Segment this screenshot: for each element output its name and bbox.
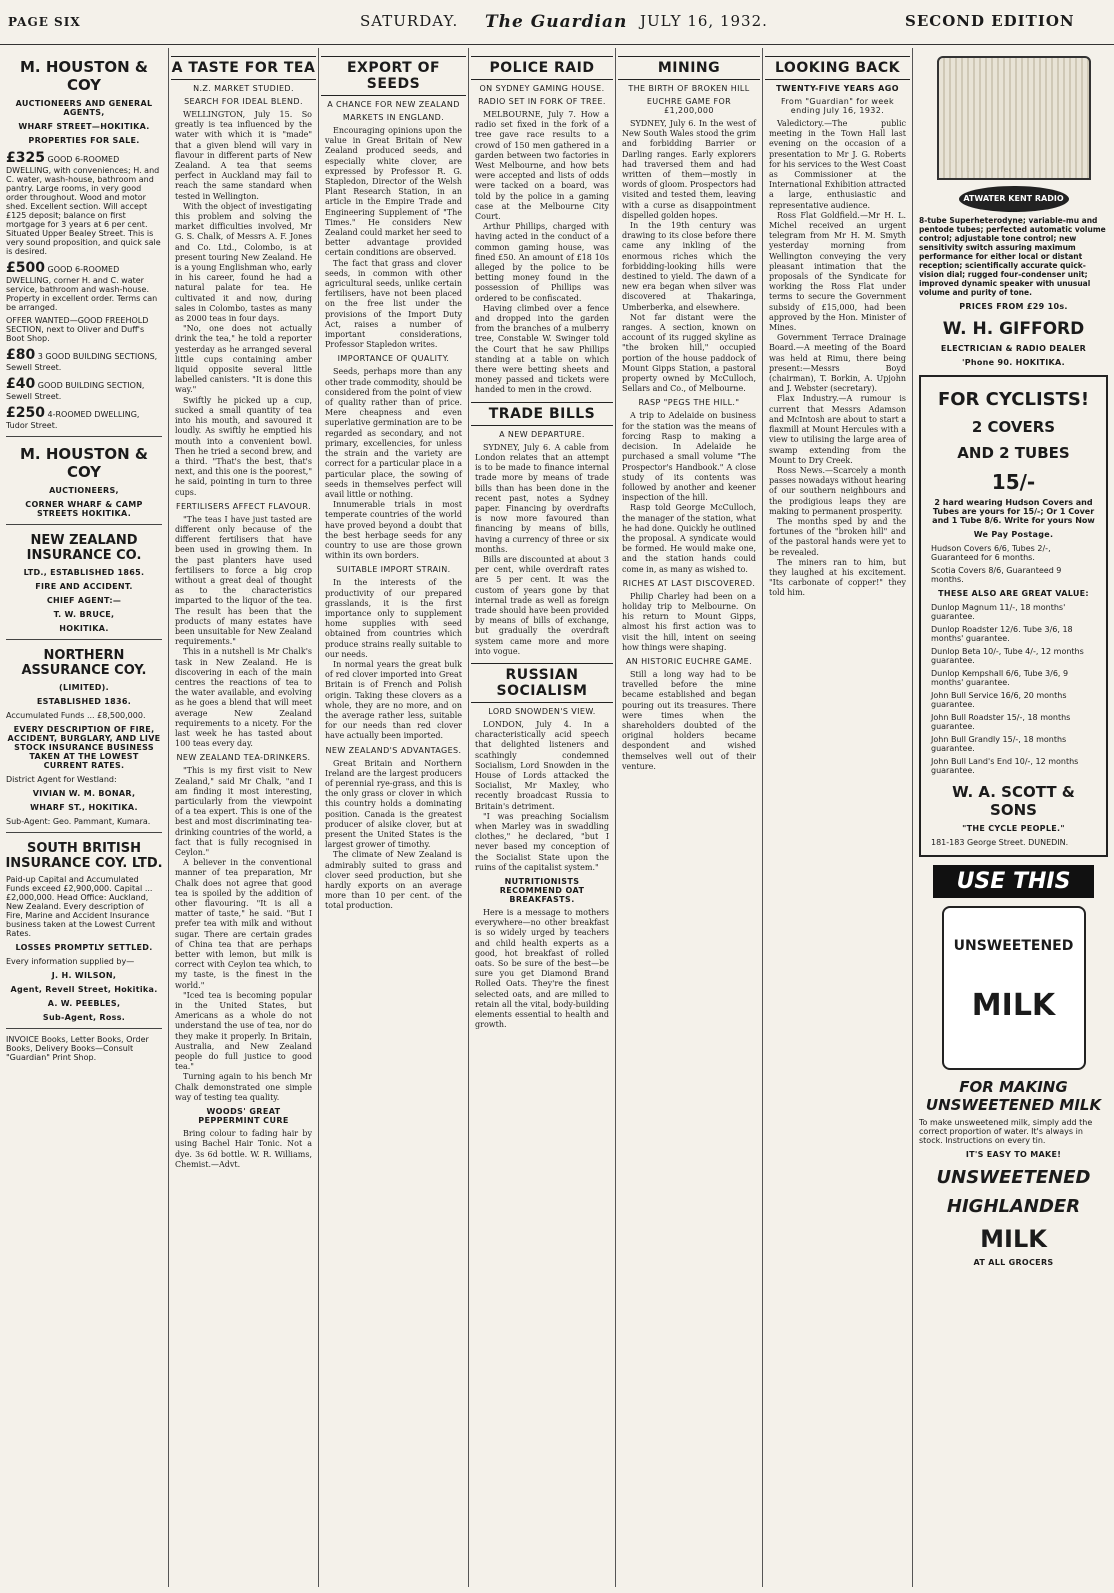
paragraph: Turning again to his bench Mr Chalk demonstrated one simple way of testing tea quality. bbox=[175, 1072, 312, 1102]
insurance-company-name: NEW ZEALAND INSURANCE CO. bbox=[26, 533, 142, 563]
insurance-funds: Accumulated Funds ... £8,500,000. bbox=[6, 711, 146, 720]
insurance-established: LTD., ESTABLISHED 1865. bbox=[23, 568, 145, 577]
property-ad bbox=[6, 405, 162, 430]
article-subheading: LORD SNOWDEN'S VIEW. bbox=[488, 706, 596, 716]
tyre-price-line: Dunlop Magnum 11/-, 18 months' guarantee. bbox=[931, 603, 1066, 621]
insurance-agent-address: Sub-Agent, Ross. bbox=[42, 1013, 126, 1022]
section-heading: RASP "PEGS THE HILL." bbox=[638, 398, 740, 408]
article-body bbox=[325, 367, 462, 561]
tyre-price-line: John Bull Service 16/6, 20 months guarantee. bbox=[931, 691, 1067, 709]
paragraph: LONDON, July 4. In a characteristically acid speech that delighted listeners and scathingly condemned Socialism, Lord Snowden in the House of Lords attacked the Socialist, Mr Maxley, who recently broadcast Russia to Britain's detriment. bbox=[475, 719, 609, 811]
insurance-agent-address: WHARF ST., HOKITIKA. bbox=[30, 803, 138, 812]
cyclist-ad-price: 15/- bbox=[991, 470, 1036, 494]
print-shop-ad: INVOICE Books, Letter Books, Order Books, Delivery Books—Consult "Guardian" Print Shop. bbox=[6, 1035, 149, 1062]
section-heading: NEW ZEALAND'S ADVANTAGES. bbox=[325, 745, 462, 755]
milk-brand-line2: HIGHLANDER bbox=[946, 1196, 1081, 1217]
paragraph: This in a nutshell is Mr Chalk's task in New Zealand. He is discovering in each of the main centres the reactions of tea to the water available, and evolving as he goes a blend that will meet average New Zealand requirements to a nicety. For the last week he has tasted about 100 teas every day. bbox=[175, 647, 312, 749]
insurance-chief-agent-label: CHIEF AGENT:— bbox=[46, 596, 122, 605]
cycle-dealer-address: 181-183 George Street. DUNEDIN. bbox=[931, 838, 1069, 847]
cyclist-ad-tubes: AND 2 TUBES bbox=[957, 444, 1070, 462]
ad-firm-role: AUCTIONEERS, bbox=[49, 486, 119, 495]
masthead-day: SATURDAY. bbox=[360, 12, 459, 30]
article-subheading: EUCHRE GAME FOR £1,200,000 bbox=[646, 97, 732, 115]
insurance-type: FIRE AND ACCIDENT. bbox=[35, 582, 133, 591]
ad-firm-role: AUCTIONEERS AND GENERAL AGENTS, bbox=[15, 99, 153, 117]
property-price: £80 bbox=[6, 347, 36, 363]
paragraph: "No, one does not actually drink the tea," he told a reporter yesterday as he arranged several little cups containing amber liquid opposite several little labelled canisters. "It is done this way." bbox=[175, 324, 312, 395]
section-heading: SUITABLE IMPORT STRAIN. bbox=[336, 565, 451, 575]
property-price: £250 bbox=[6, 405, 45, 421]
property-ad: OFFER WANTED—GOOD FREEHOLD SECTION, next to Oliver and Duff's Boot Shop. bbox=[6, 316, 149, 343]
insurance-sub-agent: Sub-Agent: Geo. Pammant, Kumara. bbox=[6, 817, 151, 826]
insurance-limited: (LIMITED). bbox=[59, 683, 109, 692]
paragraph: In normal years the great bulk of red clover imported into Great Britain is of French and Polish origin. Taking these clovers as a whole, they are no more, and on the average rather less, suitable for our needs than red clover have actually been imported. bbox=[325, 659, 462, 741]
insurance-losses: LOSSES PROMPTLY SETTLED. bbox=[15, 943, 153, 952]
paragraph: Rasp told George McCulloch, the manager of the station, what he had done. Quickly he outlined the proposal. A syndicate would be formed. He would make one, and the station hands could come in, as many as wished to. bbox=[622, 503, 756, 574]
property-price: £325 bbox=[6, 150, 45, 166]
paragraph: Philip Charley had been on a holiday trip to Melbourne. On his return to Mount Gipps, almost his first action was to visit the hill, intent on seeing how things were shaping. bbox=[622, 591, 756, 652]
section-heading: AN HISTORIC EUCHRE GAME. bbox=[625, 656, 753, 666]
section-heading: FERTILISERS AFFECT FLAVOUR. bbox=[175, 501, 312, 511]
paragraph: Swiftly he picked up a cup, sucked a small quantity of tea into his mouth, and savoured it loudly. As swiftly he emptied his mouth into a convenient bowl. Then he tried a second brew, and a third. "That's the best, that's next, and this one is the poorest," he said, pointing in turn to three cups. bbox=[175, 395, 312, 497]
article-subheading: ON SYDNEY GAMING HOUSE. bbox=[479, 84, 605, 93]
article-subheading: RADIO SET IN FORK OF TREE. bbox=[478, 97, 606, 106]
paragraph: Innumerable trials in most temperate countries of the world have proved beyond a doubt that the best herbage seeds for any country to use are those grown within its own borders. bbox=[325, 500, 462, 561]
tyre-price-line: John Bull Land's End 10/-, 12 months guarantee. bbox=[931, 757, 1079, 775]
column-advertisements bbox=[0, 50, 168, 1593]
article-body bbox=[622, 411, 756, 574]
article-headline: RUSSIAN SOCIALISM bbox=[471, 663, 613, 703]
article-body bbox=[622, 592, 756, 653]
masthead-date: JULY 16, 1932. bbox=[640, 12, 768, 30]
insurance-description: EVERY DESCRIPTION OF FIRE, ACCIDENT, BURGLARY, AND LIVE STOCK INSURANCE BUSINESS TAKEN AT THE LOWEST CURRENT RATES. bbox=[7, 725, 161, 770]
article-body bbox=[475, 443, 609, 657]
paragraph: A trip to Adelaide on business for the station was the means of forcing Rasp to making a decision. In Adelaide he purchased a small volume "The Prospector's Handbook." A close study of its contents was followed by another and keener inspection of the hill. bbox=[622, 411, 756, 503]
insurance-capital: Paid-up Capital and Accumulated Funds exceed £2,900,000. Capital ... £2,000,000. Head Office: Auckland, New Zealand. Every description of Fire, Marine and Accident Insurance business taken at the Lowest Current Rates. bbox=[6, 875, 156, 938]
article-body bbox=[325, 578, 462, 741]
article-subheading: N.Z. MARKET STUDIED. bbox=[193, 84, 294, 93]
paragraph: The miners ran to him, but they laughed at his excitement. "Its carbonate of copper!" they told him. bbox=[769, 557, 906, 598]
insurance-agent-name: A. W. PEEBLES, bbox=[47, 999, 121, 1008]
page-number: PAGE SIX bbox=[8, 15, 81, 29]
paragraph: Flax Industry.—A rumour is current that Messrs Adamson and McIntosh are about to start a flaxmill at Mount Hercules with a view to utilising the large area of swamp extending from the Mount to Dry Creek. bbox=[769, 394, 906, 465]
milk-ad-subheading: FOR MAKING UNSWEETENED MILK bbox=[925, 1078, 1102, 1114]
insurance-district-label: District Agent for Westland: bbox=[6, 775, 117, 784]
paragraph: Having climbed over a fence and dropped into the garden from the branches of a mulberry tree, Constable W. Swinger told the Court that he saw Phillips standing at a table on which there were betting sheets and money passed and tickets were handed to men in the crowd. bbox=[475, 303, 609, 395]
milk-ad-headline: USE THIS bbox=[933, 865, 1094, 898]
paragraph: "The teas I have just tasted are different only because of the different fertilisers that have been used in growing them. In the past planters have used fertilisers to force a big crop without a great deal of thought as to the characteristics imparted to the liquor of the tea. The result has been that the products of many estates have been unsuitable for New Zealand requirements." bbox=[175, 514, 312, 647]
divider bbox=[6, 639, 162, 640]
radio-brand-badge: ATWATER KENT RADIO bbox=[959, 186, 1069, 212]
paragraph: Valedictory.—The public meeting in the Town Hall last evening on the occasion of a presentation to Mr J. G. Roberts for his services to the West Coast as Commissioner at the International Exhibition attracted a large, enthusiastic and representative audience. bbox=[769, 119, 906, 210]
article-body bbox=[175, 110, 312, 498]
paragraph: A believer in the conventional manner of tea preparation, Mr Chalk does not agree that good tea is spoiled by the addition of other flavouring. "It is all a matter of taste," he said. "But I prefer tea with milk and without sugar. There are certain grades of China tea that are perhaps better with lemon, but milk is correct with Ceylon tea which, to my taste, is the finest in the world." bbox=[175, 858, 312, 990]
article-subheading: TWENTY-FIVE YEARS AGO bbox=[776, 84, 899, 93]
milk-can-illustration bbox=[942, 906, 1086, 1070]
paragraph: SYDNEY, July 6. A cable from London relates that an attempt is to be made to finance internal trade more by means of trade bills than has been done in the recent past, notes a Sydney paper. Financing by overdrafts is now more favoured than financing by means of bills, having a currency of three or six months. bbox=[475, 442, 609, 554]
insurance-info-label: Every information supplied by— bbox=[6, 957, 135, 966]
divider bbox=[6, 1028, 162, 1029]
article-body bbox=[175, 766, 312, 1103]
property-text: GOOD 6-ROOMED DWELLING, with conveniences; H. and C. water, wash-house, bathroom and pantry. Large rooms, in very good order throughout. Wood and motor shed. Excellent section. Will accept £125 deposit; balance on first mortgage for 3 years at 6 per cent. Situated Upper Bealey Street. This is very sound proposition, and quick sale is desired. bbox=[6, 155, 161, 256]
milk-brand-line3: MILK bbox=[980, 1225, 1047, 1253]
insurance-agent-town: HOKITIKA. bbox=[59, 624, 109, 633]
ad-firm-address: CORNER WHARF & CAMP STREETS HOKITIKA. bbox=[25, 500, 143, 518]
column-export-of-seeds bbox=[319, 50, 468, 1593]
ad-firm-name: M. HOUSTON & COY bbox=[20, 445, 148, 481]
property-text: GOOD 6-ROOMED DWELLING, corner H. and C. water service, bathroom and wash-house. Property in excellent order. Terms can be arranged. bbox=[6, 265, 158, 312]
tyre-price-line: Scotia Covers 8/6, Guaranteed 9 months. bbox=[931, 566, 1062, 584]
milk-can-label-milk: MILK bbox=[971, 988, 1056, 1023]
paragraph: MELBOURNE, July 7. How a radio set fixed in the fork of a tree gave race results to a crowd of 150 men gathered in a garden between two factories in West Melbourne, and how bets were accepted and lists of odds were tacked on a board, was told by the police in a gaming case at the Melbourne City Court. bbox=[475, 110, 609, 222]
paragraph: Arthur Phillips, charged with having acted in the conduct of a common gaming house, was fined £50. An amount of £18 10s alleged by the police to be betting money found in the possession of Phillips was ordered to be confiscated. bbox=[475, 222, 609, 303]
dealer-phone: 'Phone 90. bbox=[961, 358, 1013, 367]
insurance-agent-name: T. W. BRUCE, bbox=[53, 610, 115, 619]
advert-text bbox=[175, 1129, 312, 1170]
section-heading: RICHES AT LAST DISCOVERED. bbox=[622, 578, 756, 588]
paragraph: Government Terrace Drainage Board.—A meeting of the Board was held at Rimu, there being present:—Messrs Boyd (chairman), T. Borkin, A. Upjohn and J. Webster (secretary). bbox=[769, 333, 906, 394]
paragraph: Bills are discounted at about 3 per cent, while overdraft rates are 5 per cent. It was the custom of years gone by that internal trade as well as foreign trade should have been provided by means of bills of exchange, but gradually the overdraft system came more and more into vogue. bbox=[475, 554, 609, 656]
dealer-contact bbox=[919, 358, 1108, 367]
radio-prices: PRICES FROM £29 10s. bbox=[959, 302, 1068, 311]
paragraph: WELLINGTON, July 15. So greatly is tea influenced by the water with which it is "made" that a given blend will vary in flavour in different parts of New Zealand. A tea that seems perfect in Auckland may fail to reach the same standard when tested in Wellington. bbox=[175, 110, 312, 201]
divider bbox=[6, 524, 162, 525]
paragraph: Not far distant were the ranges. A section, known on account of its rugged skyline as "the broken hill," occupied portion of the house paddock of Mount Gipps Station, a pastoral property owned by McCulloch, Sellars and Co., of Melbourne. bbox=[622, 312, 756, 394]
cyclist-ad-postage: We Pay Postage. bbox=[973, 530, 1054, 539]
milk-brand-line1: UNSWEETENED bbox=[936, 1167, 1091, 1188]
property-text: 3 GOOD BUILDING SECTIONS, Sewell Street. bbox=[6, 352, 158, 372]
paragraph: Great Britain and Northern Ireland are the largest producers of perennial rye-grass, and this is the only grass or clover in which this country holds a dominating position. Canada is the greatest producer of alsike clover, but at present the United States is the largest grower of timothy. bbox=[325, 758, 462, 850]
masthead bbox=[0, 0, 1114, 45]
article-body bbox=[325, 126, 462, 350]
insurance-agent-address: Agent, Revell Street, Hokitika. bbox=[10, 985, 158, 994]
ad-firm-address: WHARF STREET—HOKITIKA. bbox=[18, 122, 150, 131]
paragraph: Here is a message to mothers everywhere—no other breakfast is so widely urged by teachers and child health experts as a good, hot breakfast of rolled oats. So be sure of the best—be sure you get Diamond Brand Rolled Oats. They're the finest selected oats, and are milled to retain all the vital, body-building elements essential to health and growth. bbox=[475, 908, 609, 1030]
property-text: 4-ROOMED DWELLING, Tudor Street. bbox=[6, 410, 140, 430]
paragraph: SYDNEY, July 6. In the west of New South Wales stood the grim and forbidding Barrier or Darling ranges. Early explorers had traversed them and had written of them—mostly in words of gloom. Prospectors had visited and tested them, leaving with a curse as disappointment dispelled golden hopes. bbox=[622, 119, 756, 220]
article-body bbox=[475, 110, 609, 396]
property-price: £40 bbox=[6, 376, 36, 392]
masthead-paper-name: The Guardian bbox=[485, 12, 628, 32]
dealer-town: HOKITIKA. bbox=[1015, 358, 1066, 367]
article-body bbox=[769, 119, 906, 599]
radio-illustration bbox=[937, 56, 1091, 180]
property-price: £500 bbox=[6, 260, 45, 276]
cycle-dealer-name: W. A. SCOTT & SONS bbox=[952, 783, 1075, 819]
ad-properties-heading: PROPERTIES FOR SALE. bbox=[28, 136, 140, 145]
tyre-price-line: John Bull Roadster 15/-, 18 months guarantee. bbox=[931, 713, 1071, 731]
paragraph: The months sped by and the fortunes of the "broken hill" and of the pastoral hands were yet to be revealed. bbox=[769, 516, 906, 557]
paragraph: Encouraging opinions upon the value in Great Britain of New Zealand produced seeds, and especially white clover, are expressed by Professor R. G. Stapledon, Director of the Welsh Plant Research Station, in an article in the Empire Trade and Engineering Supplement of "The Times." He considers New Zealand could market her seed to better advantage provided certain conditions are observed. bbox=[325, 126, 462, 258]
article-body bbox=[175, 515, 312, 750]
article-headline: LOOKING BACK bbox=[765, 56, 910, 80]
paragraph: The fact that grass and clover seeds, in common with other agricultural seeds, unlike certain fertilisers, have not been placed on the free list under the provisions of the Import Duty Act, raises a number of important considerations, Professor Stapledon writes. bbox=[325, 258, 462, 350]
property-ad bbox=[6, 150, 162, 256]
article-subheading: SEARCH FOR IDEAL BLEND. bbox=[184, 97, 303, 106]
tyre-list-heading: THESE ALSO ARE GREAT VALUE: bbox=[938, 589, 1089, 598]
paragraph: "This is my first visit to New Zealand," said Mr Chalk, "and I am finding it most interesting, particularly from the viewpoint of a tea expert. This is one of the best and most discriminating tea-drinking countries of the world, a fact that is fully recognised in Ceylon." bbox=[175, 766, 312, 858]
article-subheading: A CHANCE FOR NEW ZEALAND bbox=[327, 100, 460, 109]
ad-firm-name: M. HOUSTON & COY bbox=[20, 58, 148, 94]
milk-ad-easy: IT'S EASY TO MAKE! bbox=[965, 1150, 1062, 1159]
section-heading: IMPORTANCE OF QUALITY. bbox=[337, 354, 450, 364]
paragraph: Seeds, perhaps more than any other trade commodity, should be considered from the point of view of quality rather than of price. Mere cheapness and even superlative germination are to be regarded as secondary, and not primary, excellencies, for unless the strain and the variety are correct for a particular place in a particular place, the sowing of seeds in themselves perfect will avail little or nothing. bbox=[325, 367, 462, 499]
cyclist-ad-text: 2 hard wearing Hudson Covers and Tubes are yours for 15/-; Or 1 Cover and 1 Tube 8/6. Write for yours Now bbox=[932, 498, 1095, 525]
dealer-role: ELECTRICIAN & RADIO DEALER bbox=[940, 344, 1087, 353]
article-subheading: MARKETS IN ENGLAND. bbox=[342, 113, 445, 122]
paragraph: "I was preaching Socialism when Marley was in swaddling clothes," he declared, "but I never based my conception of the Socialist State upon the ruins of the capitalist system." bbox=[475, 811, 609, 872]
article-headline: EXPORT OF SEEDS bbox=[321, 56, 466, 96]
paragraph: The climate of New Zealand is admirably suited to grass and clover seed production, but she hardly exports on an average more than 10 per cent. of the total production. bbox=[325, 850, 462, 911]
paragraph: "Iced tea is becoming popular in the United States, but Americans as a whole do not understand the use of tea, nor do they make it properly. In Britain, Australia, and New Zealand people do full justice to good tea." bbox=[175, 990, 312, 1072]
tyre-price-line: Dunlop Beta 10/-, Tube 4/-, 12 months guarantee. bbox=[931, 647, 1084, 665]
article-subheading: A NEW DEPARTURE. bbox=[499, 429, 585, 439]
article-body bbox=[325, 759, 462, 912]
column-taste-for-tea bbox=[169, 50, 318, 1593]
tyre-price-line: Dunlop Roadster 12/6. Tube 3/6, 18 months' guarantee. bbox=[931, 625, 1073, 643]
paragraph: Bring colour to fading hair by using Bachel Hair Tonic. Not a dye. 3s 6d bottle. W. R. Williams, Chemist.—Advt. bbox=[175, 1129, 312, 1169]
advert-text bbox=[475, 908, 609, 1030]
section-heading: NEW ZEALAND TEA-DRINKERS. bbox=[176, 753, 311, 763]
insurance-established: ESTABLISHED 1836. bbox=[36, 697, 132, 706]
article-dateline: From "Guardian" for week ending July 16, 1932. bbox=[780, 97, 895, 115]
property-ad bbox=[6, 376, 162, 401]
property-ad bbox=[6, 260, 162, 312]
masthead-edition: SECOND EDITION bbox=[905, 12, 1075, 30]
tyre-price-line: Hudson Covers 6/6, Tubes 2/-, Guaranteed for 6 months. bbox=[931, 544, 1051, 562]
cyclist-ad-headline: FOR CYCLISTS! bbox=[937, 389, 1090, 410]
insurance-company-name: NORTHERN ASSURANCE COY. bbox=[21, 648, 147, 678]
property-text: GOOD BUILDING SECTION, Sewell Street. bbox=[6, 381, 145, 401]
insurance-agent-name: VIVIAN W. M. BONAR, bbox=[32, 789, 136, 798]
cyclist-ad bbox=[919, 375, 1108, 857]
cyclist-ad-covers: 2 COVERS bbox=[971, 418, 1056, 436]
dealer-name: W. H. GIFFORD bbox=[942, 319, 1085, 339]
property-ad bbox=[6, 347, 162, 372]
article-body bbox=[622, 670, 756, 772]
article-headline: POLICE RAID bbox=[471, 56, 613, 80]
column-police-raid bbox=[469, 50, 615, 1593]
radio-description: 8-tube Superheterodyne; variable-mu and pentode tubes; perfected automatic volume control; adjustable tone control; new sensitivity switch assuring maximum performance for either local or distant reception; scientifically accurate quick-vision dial; rugged four-condenser unit; improved dynamic speaker with unusual volume and purity of tone. bbox=[919, 216, 1106, 297]
tyre-price-line: Dunlop Kempshall 6/6, Tube 3/6, 9 months' guarantee. bbox=[931, 669, 1069, 687]
paragraph: Still a long way had to be travelled before the mine became established and began pouring out its treasures. There were times when the shareholders doubted of the original holders became despondent and wished themselves well out of their venture. bbox=[622, 669, 756, 771]
advert-heading: WOODS' GREAT PEPPERMINT CURE bbox=[198, 1107, 289, 1126]
advert-heading: NUTRITIONISTS RECOMMEND OAT BREAKFASTS. bbox=[499, 877, 585, 904]
paragraph: In the interests of the productivity of our prepared grasslands, it is the first importance only to supplement home supplies with seed obtained from countries which produce strains really suitable to our needs. bbox=[325, 578, 462, 659]
insurance-agent-name: J. H. WILSON, bbox=[51, 971, 117, 980]
divider bbox=[6, 436, 162, 437]
paragraph: Ross Flat Goldfield.—Mr H. L. Michel received an urgent telegram from Mr H. M. Smyth yesterday morning from Wellington conveying the very pleasant intimation that the proposals of the Syndicate for working the Ross Flat under terms to secure the Government subsidy of £15,000, had been approved by the Hon. Minister of Mines. bbox=[769, 210, 906, 333]
milk-ad-text: To make unsweetened milk, simply add the correct proportion of water. It's always in stock. Instructions on every tin. bbox=[919, 1118, 1093, 1145]
article-headline: TRADE BILLS bbox=[471, 402, 613, 426]
paragraph: Ross News.—Scarcely a month passes nowadays without hearing of our southern neighbours and the prodigious leaps they are making to permanent prosperity. bbox=[769, 465, 906, 516]
column-advertisements-right bbox=[913, 50, 1114, 1593]
milk-can-label-top: UNSWEETENED bbox=[953, 938, 1074, 954]
article-headline: MINING bbox=[618, 56, 760, 80]
paragraph: In the 19th century was drawing to its close before there came any inkling of the enormous riches which the forbidding-looking hills were destined to yield. The dawn of a new era began when silver was discovered at Thakaringa, Umberberka, and elsewhere. bbox=[622, 221, 756, 312]
article-body bbox=[622, 119, 756, 394]
article-body bbox=[475, 720, 609, 873]
milk-ad-stockists: AT ALL GROCERS bbox=[973, 1258, 1054, 1267]
column-mining bbox=[616, 50, 762, 1593]
paragraph: With the object of investigating this problem and solving the market difficulties involved, Mr G. S. Chalk, of Messrs A. F. Jones and Co. Ltd., Colombo, is at present touring New Zealand. He is a young Englishman who, early in his career, found he had a natural palate for tea. He cultivated it and now, during sales in Colombo, tastes as many as 2000 teas in four days. bbox=[175, 201, 312, 324]
cycle-dealer-slogan: "THE CYCLE PEOPLE." bbox=[962, 824, 1065, 833]
divider bbox=[6, 832, 162, 833]
insurance-company-name: SOUTH BRITISH INSURANCE COY. LTD. bbox=[5, 841, 163, 871]
article-headline: A TASTE FOR TEA bbox=[171, 56, 316, 80]
column-looking-back bbox=[763, 50, 912, 1593]
article-subheading: THE BIRTH OF BROKEN HILL bbox=[628, 84, 750, 93]
tyre-price-line: John Bull Grandly 15/-, 18 months guarantee. bbox=[931, 735, 1067, 753]
